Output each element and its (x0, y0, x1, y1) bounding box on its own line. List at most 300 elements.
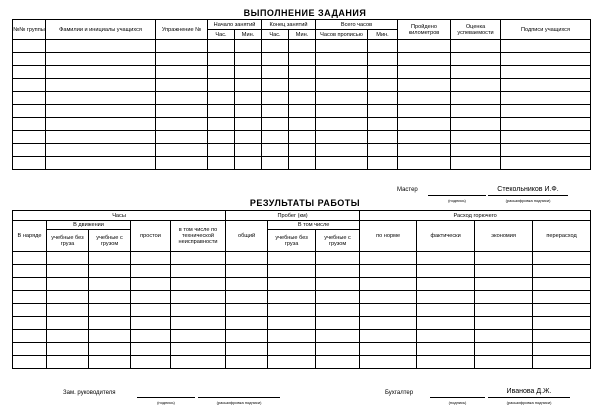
header-economy: экономия (475, 221, 533, 252)
form-cell[interactable] (316, 144, 368, 157)
results-title: РЕЗУЛЬТАТЫ РАБОТЫ (249, 198, 361, 208)
form-cell[interactable] (360, 265, 417, 278)
form-cell[interactable] (46, 131, 156, 144)
results-row (13, 330, 591, 343)
form-cell[interactable] (47, 356, 89, 369)
form-cell[interactable] (451, 105, 501, 118)
form-cell[interactable] (226, 330, 268, 343)
form-cell[interactable] (156, 144, 208, 157)
deputy-sign-line[interactable] (137, 397, 195, 398)
form-cell[interactable] (13, 265, 47, 278)
form-cell[interactable] (533, 317, 591, 330)
form-cell[interactable] (46, 66, 156, 79)
form-cell[interactable] (89, 317, 131, 330)
form-cell[interactable] (398, 53, 451, 66)
form-cell[interactable] (316, 92, 368, 105)
form-cell[interactable] (89, 343, 131, 356)
form-cell[interactable] (316, 53, 368, 66)
form-cell[interactable] (398, 144, 451, 157)
form-cell[interactable] (47, 330, 89, 343)
results-table-body (13, 252, 591, 369)
form-cell[interactable] (235, 131, 262, 144)
form-cell[interactable] (13, 40, 46, 53)
form-cell[interactable] (501, 144, 591, 157)
form-cell[interactable] (417, 343, 475, 356)
form-cell[interactable] (451, 131, 501, 144)
form-cell[interactable] (451, 118, 501, 131)
task-row (13, 66, 591, 79)
form-cell[interactable] (46, 105, 156, 118)
form-cell[interactable] (208, 53, 235, 66)
form-cell[interactable] (368, 105, 398, 118)
form-cell[interactable] (417, 356, 475, 369)
form-cell[interactable] (156, 66, 208, 79)
form-cell[interactable] (131, 343, 171, 356)
accountant-label: Бухгалтер (385, 390, 414, 396)
form-cell[interactable] (46, 157, 156, 170)
form-cell[interactable] (289, 53, 316, 66)
master-decode-caption: (расшифровка подписи) (505, 198, 551, 203)
form-cell[interactable] (398, 40, 451, 53)
form-cell[interactable] (475, 278, 533, 291)
deputy-decode-caption: (расшифровка подписи) (216, 400, 262, 405)
form-cell[interactable] (89, 252, 131, 265)
deputy-decode-line[interactable] (198, 397, 280, 398)
form-cell[interactable] (289, 105, 316, 118)
form-cell[interactable] (131, 330, 171, 343)
form-cell[interactable] (533, 356, 591, 369)
form-cell[interactable] (226, 304, 268, 317)
form-cell[interactable] (451, 66, 501, 79)
form-cell[interactable] (398, 131, 451, 144)
header-students: Фамилии и инициалы учащихся (46, 20, 156, 40)
form-cell[interactable] (262, 40, 289, 53)
form-cell[interactable] (368, 40, 398, 53)
form-cell[interactable] (262, 66, 289, 79)
task-row (13, 144, 591, 157)
form-cell[interactable] (451, 53, 501, 66)
form-cell[interactable] (171, 304, 226, 317)
header-actual: фактически (417, 221, 475, 252)
form-cell[interactable] (13, 131, 46, 144)
header-incl-tech: в том числе по технической неисправности (171, 221, 226, 252)
form-cell[interactable] (501, 40, 591, 53)
form-cell[interactable] (268, 343, 316, 356)
form-cell[interactable] (13, 144, 46, 157)
form-cell[interactable] (13, 278, 47, 291)
task-row (13, 92, 591, 105)
form-cell[interactable] (235, 144, 262, 157)
form-cell[interactable] (226, 343, 268, 356)
form-cell[interactable] (368, 118, 398, 131)
form-cell[interactable] (316, 118, 368, 131)
master-label: Мастер (397, 187, 418, 193)
deputy-label: Зам. руководителя (63, 390, 116, 396)
form-cell[interactable] (268, 252, 316, 265)
master-name: Стекольников И.Ф. (497, 186, 559, 193)
form-cell[interactable] (171, 278, 226, 291)
form-cell[interactable] (316, 105, 368, 118)
task-row (13, 131, 591, 144)
form-cell[interactable] (533, 343, 591, 356)
header-norm: по норме (360, 221, 417, 252)
form-cell[interactable] (368, 157, 398, 170)
form-cell[interactable] (368, 53, 398, 66)
form-cell[interactable] (398, 105, 451, 118)
header-start-minutes: Мин. (235, 30, 262, 40)
header-overrun: перерасход (533, 221, 591, 252)
form-cell[interactable] (533, 252, 591, 265)
form-cell[interactable] (289, 40, 316, 53)
form-cell[interactable] (316, 265, 360, 278)
form-cell[interactable] (316, 330, 360, 343)
header-mileage: Пробег (км) (226, 211, 360, 221)
form-cell[interactable] (475, 330, 533, 343)
form-cell[interactable] (131, 252, 171, 265)
header-in-order: В наряде (13, 221, 47, 252)
form-cell[interactable] (360, 252, 417, 265)
form-cell[interactable] (131, 291, 171, 304)
form-cell[interactable] (262, 118, 289, 131)
form-cell[interactable] (208, 144, 235, 157)
form-cell[interactable] (533, 265, 591, 278)
header-start: Начало занятий (208, 20, 262, 30)
form-cell[interactable] (47, 252, 89, 265)
form-cell[interactable] (262, 157, 289, 170)
form-cell[interactable] (156, 79, 208, 92)
form-cell[interactable] (46, 40, 156, 53)
form-cell[interactable] (13, 304, 47, 317)
form-cell[interactable] (47, 343, 89, 356)
form-cell[interactable] (501, 131, 591, 144)
form-cell[interactable] (171, 291, 226, 304)
form-cell[interactable] (171, 356, 226, 369)
form-cell[interactable] (208, 157, 235, 170)
form-cell[interactable] (13, 157, 46, 170)
accountant-name: Иванова Д.Ж. (506, 388, 552, 395)
form-cell[interactable] (235, 79, 262, 92)
header-end-hours: Час. (262, 30, 289, 40)
form-cell[interactable] (289, 92, 316, 105)
form-cell[interactable] (47, 291, 89, 304)
form-cell[interactable] (533, 291, 591, 304)
form-cell[interactable] (156, 53, 208, 66)
form-cell[interactable] (475, 252, 533, 265)
form-cell[interactable] (417, 278, 475, 291)
form-cell[interactable] (226, 291, 268, 304)
form-cell[interactable] (235, 40, 262, 53)
form-cell[interactable] (171, 343, 226, 356)
form-cell[interactable] (475, 317, 533, 330)
form-cell[interactable] (226, 278, 268, 291)
form-cell[interactable] (398, 92, 451, 105)
accountant-sign-caption: (подпись) (448, 400, 467, 405)
form-cell[interactable] (226, 356, 268, 369)
header-exercise: Упражнение № (156, 20, 208, 40)
form-cell[interactable] (89, 356, 131, 369)
header-incl: В том числе (268, 221, 360, 230)
form-cell[interactable] (46, 144, 156, 157)
results-row (13, 278, 591, 291)
header-motion-load: учебные с грузом (89, 230, 131, 252)
results-row (13, 317, 591, 330)
master-decode-line[interactable] (488, 195, 568, 196)
form-cell[interactable] (226, 317, 268, 330)
form-cell[interactable] (475, 265, 533, 278)
form-cell[interactable] (171, 265, 226, 278)
header-fuel: Расход горючего (360, 211, 591, 221)
form-cell[interactable] (131, 356, 171, 369)
form-cell[interactable] (368, 131, 398, 144)
form-cell[interactable] (533, 278, 591, 291)
form-cell[interactable] (226, 265, 268, 278)
header-end-minutes: Мин. (289, 30, 316, 40)
form-cell[interactable] (316, 131, 368, 144)
form-cell[interactable] (89, 291, 131, 304)
form-cell[interactable] (208, 40, 235, 53)
form-cell[interactable] (156, 105, 208, 118)
task-row (13, 118, 591, 131)
form-cell[interactable] (475, 343, 533, 356)
form-cell[interactable] (156, 157, 208, 170)
header-total-minutes: Мин. (368, 30, 398, 40)
task-row (13, 40, 591, 53)
form-cell[interactable] (501, 118, 591, 131)
form-cell[interactable] (46, 92, 156, 105)
form-cell[interactable] (451, 40, 501, 53)
task-title: ВЫПОЛНЕНИЕ ЗАДАНИЯ (243, 8, 367, 18)
form-cell[interactable] (89, 278, 131, 291)
form-cell[interactable] (501, 79, 591, 92)
header-hours: Часы (13, 211, 226, 221)
form-cell[interactable] (89, 265, 131, 278)
form-cell[interactable] (360, 343, 417, 356)
form-cell[interactable] (316, 40, 368, 53)
form-cell[interactable] (262, 131, 289, 144)
form-cell[interactable] (156, 131, 208, 144)
form-cell[interactable] (475, 291, 533, 304)
header-in-motion: В движении (47, 221, 131, 230)
form-cell[interactable] (47, 317, 89, 330)
form-cell[interactable] (47, 304, 89, 317)
form-cell[interactable] (235, 66, 262, 79)
form-cell[interactable] (268, 317, 316, 330)
header-grade: Оценка успеваемости (451, 20, 501, 40)
form-cell[interactable] (47, 265, 89, 278)
form-cell[interactable] (316, 278, 360, 291)
form-cell[interactable] (226, 252, 268, 265)
form-cell[interactable] (208, 92, 235, 105)
form-cell[interactable] (316, 157, 368, 170)
form-cell[interactable] (289, 157, 316, 170)
master-sign-caption: (подпись) (448, 198, 466, 203)
form-cell[interactable] (316, 252, 360, 265)
form-cell[interactable] (131, 304, 171, 317)
form-cell[interactable] (360, 356, 417, 369)
form-cell[interactable] (46, 118, 156, 131)
form-cell[interactable] (360, 291, 417, 304)
form-cell[interactable] (289, 118, 316, 131)
task-row (13, 53, 591, 66)
form-cell[interactable] (533, 304, 591, 317)
form-cell[interactable] (501, 53, 591, 66)
form-cell[interactable] (475, 356, 533, 369)
form-cell[interactable] (417, 330, 475, 343)
task-table (12, 19, 591, 170)
task-row (13, 105, 591, 118)
form-cell[interactable] (398, 79, 451, 92)
form-cell[interactable] (13, 317, 47, 330)
form-cell[interactable] (316, 291, 360, 304)
form-cell[interactable] (208, 105, 235, 118)
results-row (13, 356, 591, 369)
form-cell[interactable] (417, 252, 475, 265)
form-cell[interactable] (417, 317, 475, 330)
form-cell[interactable] (501, 157, 591, 170)
form-cell[interactable] (262, 144, 289, 157)
form-cell[interactable] (156, 40, 208, 53)
form-cell[interactable] (368, 66, 398, 79)
form-cell[interactable] (316, 317, 360, 330)
form-cell[interactable] (235, 92, 262, 105)
form-cell[interactable] (360, 304, 417, 317)
form-cell[interactable] (235, 53, 262, 66)
header-mileage-load: учебные с грузом (316, 230, 360, 252)
form-cell[interactable] (46, 53, 156, 66)
header-hours-words: Часов прописью (316, 30, 368, 40)
form-cell[interactable] (451, 79, 501, 92)
form-cell[interactable] (360, 278, 417, 291)
form-cell[interactable] (398, 157, 451, 170)
header-mileage-total: общий (226, 221, 268, 252)
header-group-no: №№ группы (13, 20, 46, 40)
form-cell[interactable] (475, 304, 533, 317)
results-row (13, 304, 591, 317)
form-cell[interactable] (262, 92, 289, 105)
form-cell[interactable] (13, 291, 47, 304)
form-cell[interactable] (13, 53, 46, 66)
header-km: Пройдено километров (398, 20, 451, 40)
form-cell[interactable] (289, 79, 316, 92)
form-cell[interactable] (451, 144, 501, 157)
results-row (13, 265, 591, 278)
form-cell[interactable] (47, 278, 89, 291)
form-cell[interactable] (171, 252, 226, 265)
form-cell[interactable] (501, 66, 591, 79)
form-cell[interactable] (208, 131, 235, 144)
form-cell[interactable] (417, 265, 475, 278)
form-cell[interactable] (316, 66, 368, 79)
form-cell[interactable] (451, 157, 501, 170)
form-cell[interactable] (368, 92, 398, 105)
form-cell[interactable] (417, 304, 475, 317)
form-cell[interactable] (208, 66, 235, 79)
form-cell[interactable] (13, 79, 46, 92)
form-cell[interactable] (398, 66, 451, 79)
form-cell[interactable] (156, 92, 208, 105)
form-cell[interactable] (89, 330, 131, 343)
header-idle: простои (131, 221, 171, 252)
accountant-decode-line[interactable] (488, 397, 570, 398)
form-cell[interactable] (316, 304, 360, 317)
header-signatures: Подписи учащихся (501, 20, 591, 40)
form-cell[interactable] (451, 92, 501, 105)
form-cell[interactable] (262, 79, 289, 92)
form-cell[interactable] (89, 304, 131, 317)
form-cell[interactable] (533, 330, 591, 343)
form-cell[interactable] (360, 317, 417, 330)
form-cell[interactable] (13, 330, 47, 343)
form-cell[interactable] (268, 265, 316, 278)
form-cell[interactable] (131, 278, 171, 291)
header-start-hours: Час. (208, 30, 235, 40)
form-cell[interactable] (13, 66, 46, 79)
header-end: Конец занятий (262, 20, 316, 30)
task-row (13, 157, 591, 170)
form-cell[interactable] (131, 317, 171, 330)
form-cell[interactable] (398, 118, 451, 131)
results-row (13, 252, 591, 265)
form-cell[interactable] (501, 92, 591, 105)
form-cell[interactable] (13, 343, 47, 356)
accountant-sign-line[interactable] (430, 397, 485, 398)
accountant-decode-caption: (расшифровка подписи) (506, 400, 552, 405)
form-cell[interactable] (316, 79, 368, 92)
master-sign-line[interactable] (428, 195, 486, 196)
form-cell[interactable] (316, 343, 360, 356)
form-cell[interactable] (13, 118, 46, 131)
form-cell[interactable] (235, 118, 262, 131)
form-cell[interactable] (268, 278, 316, 291)
header-total-hours: Всего часов (316, 20, 398, 30)
form-cell[interactable] (268, 356, 316, 369)
form-cell[interactable] (289, 131, 316, 144)
form-cell[interactable] (208, 118, 235, 131)
form-cell[interactable] (268, 330, 316, 343)
form-cell[interactable] (417, 291, 475, 304)
deputy-sign-caption: (подпись) (157, 400, 175, 405)
task-row (13, 79, 591, 92)
form-cell[interactable] (13, 356, 47, 369)
form-cell[interactable] (235, 105, 262, 118)
form-cell[interactable] (262, 105, 289, 118)
form-cell[interactable] (171, 330, 226, 343)
form-cell[interactable] (13, 92, 46, 105)
form-cell[interactable] (262, 53, 289, 66)
form-cell[interactable] (235, 157, 262, 170)
form-cell[interactable] (289, 144, 316, 157)
form-cell[interactable] (208, 79, 235, 92)
form-cell[interactable] (171, 317, 226, 330)
form-cell[interactable] (156, 118, 208, 131)
form-cell[interactable] (289, 66, 316, 79)
form-cell[interactable] (268, 291, 316, 304)
results-row (13, 291, 591, 304)
form-cell[interactable] (501, 105, 591, 118)
task-table-body (13, 40, 591, 170)
results-table (12, 210, 591, 369)
form-cell[interactable] (268, 304, 316, 317)
form-cell[interactable] (131, 265, 171, 278)
form-cell[interactable] (368, 144, 398, 157)
results-row (13, 343, 591, 356)
form-cell[interactable] (316, 356, 360, 369)
form-cell[interactable] (360, 330, 417, 343)
form-cell[interactable] (13, 252, 47, 265)
form-cell[interactable] (368, 79, 398, 92)
form-cell[interactable] (13, 105, 46, 118)
form-cell[interactable] (46, 79, 156, 92)
